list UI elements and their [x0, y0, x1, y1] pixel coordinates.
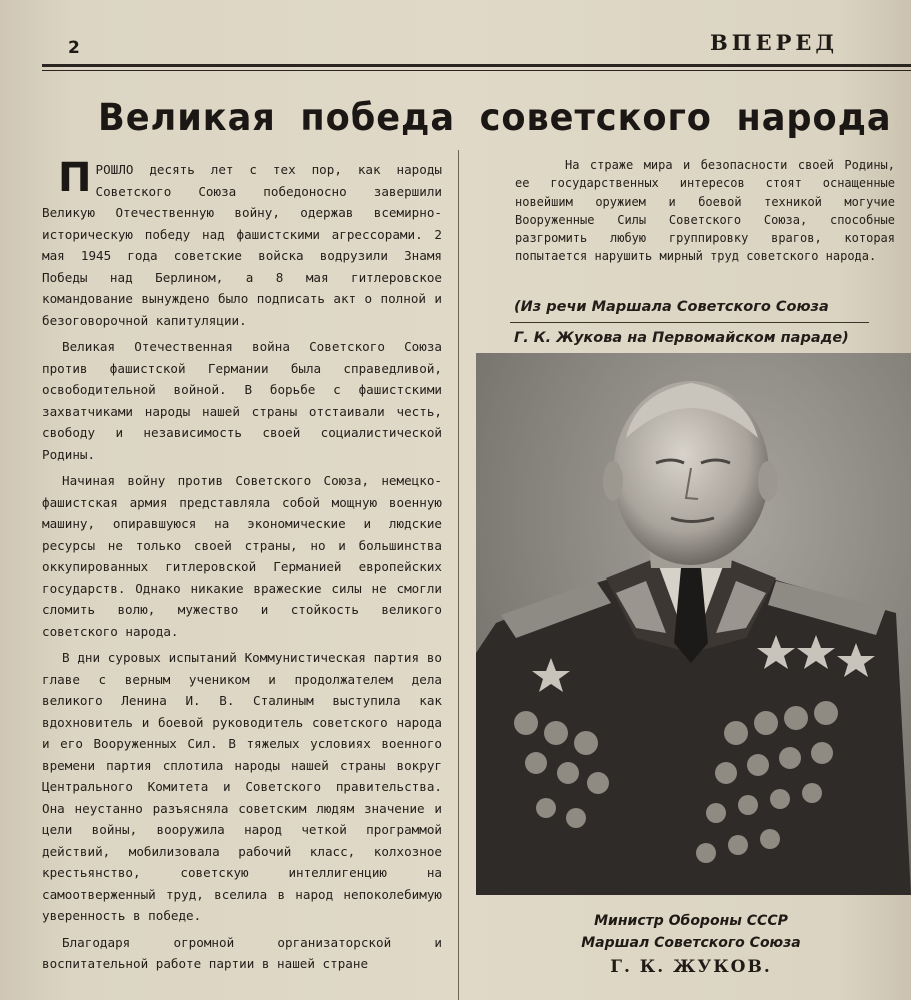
- dropcap-letter: П: [58, 159, 92, 201]
- article-paragraph: Великая Отечественная война Советского Союза против фашистской Германии была справедливой, освободительной войной. В борьбе с фашистскими захватчиками народы нашей страны отстаивали честь, свободу и независимость своей социалистической Родины.: [42, 339, 442, 462]
- quote-attribution: [510, 292, 880, 354]
- column-divider: [458, 150, 459, 1000]
- page-number: 2: [68, 38, 80, 58]
- article-paragraph: Начиная войну против Советского Союза, немецко-фашистская армия представляла собой мощную военную машину, опиравшуюся на экономические и людские ресурсы не только своей страны, но и большинства оккупированных гитлеровской Германией европейских государств. Однако никакие вражеские силы не смогли сломить волю, мужество и стойкость великого советского народа.: [42, 473, 442, 639]
- attribution-line-2: Г. К. Жукова на Первомайском параде): [510, 323, 874, 354]
- caption-line-2: Маршал Советского Союза: [581, 935, 801, 951]
- quote-block: [515, 156, 895, 266]
- article-paragraph: ПРОШЛО десять лет с тех пор, как народы Советского Союза победоносно завершили Великую Отечественную войну, одержав всемирно-историческую победу над фашистскими агрессорами. 2 мая 1945 года советские войска водрузили Знамя Победы над Берлином, а 8 мая гитлеровское командование вынуждено было подписать акт о полной и безоговорочной капитуляции.: [42, 159, 442, 328]
- article-headline: Великая победа советского народа: [98, 96, 892, 139]
- photo-caption: [476, 910, 906, 980]
- header-rule: [42, 64, 911, 67]
- article-paragraph: В дни суровых испытаний Коммунистическая партия во главе с верным учеником и продолжателем дела великого Ленина И. В. Сталиным выступила как вдохновитель и боевой руководитель советского народа и его Вооруженных Сил. В тяжелых условиях военного времени партия сплотила народы нашей страны вокруг Центрального Комитета и Советского правительства. Она неустанно разъясняла советским людям значение и цели войны, вооружила народ четкой программой действий, мобилизовала рабочий класс, колхозное крестьянство, советскую интеллигенцию на самоотверженный труд, вселила в народ непоколебимую уверенность в победе.: [42, 650, 442, 923]
- caption-name: Г. К. ЖУКОВ.: [610, 957, 772, 977]
- article-paragraph: Благодаря огромной организаторской и воспитательной работе партии в нашей стране: [42, 934, 442, 971]
- article-body: [42, 159, 442, 1000]
- caption-line-1: Министр Обороны СССР: [594, 913, 788, 929]
- newspaper-name: ВПЕРЕД: [710, 30, 839, 55]
- quote-text: На страже мира и безопасности своей Родины, ее государственных интересов стоят оснащенные новейшим оружием и боевой техникой могучие Вооруженные Силы Советского Союза, способные разгромить любую группировку врагов, которая попытается нарушить мирный труд советского народа.: [515, 158, 895, 264]
- portrait-image: [476, 353, 911, 895]
- attribution-line-1: (Из речи Маршала Советского Союза: [510, 292, 869, 323]
- portrait-photo: [476, 353, 911, 895]
- header-rule-thin: [42, 70, 911, 71]
